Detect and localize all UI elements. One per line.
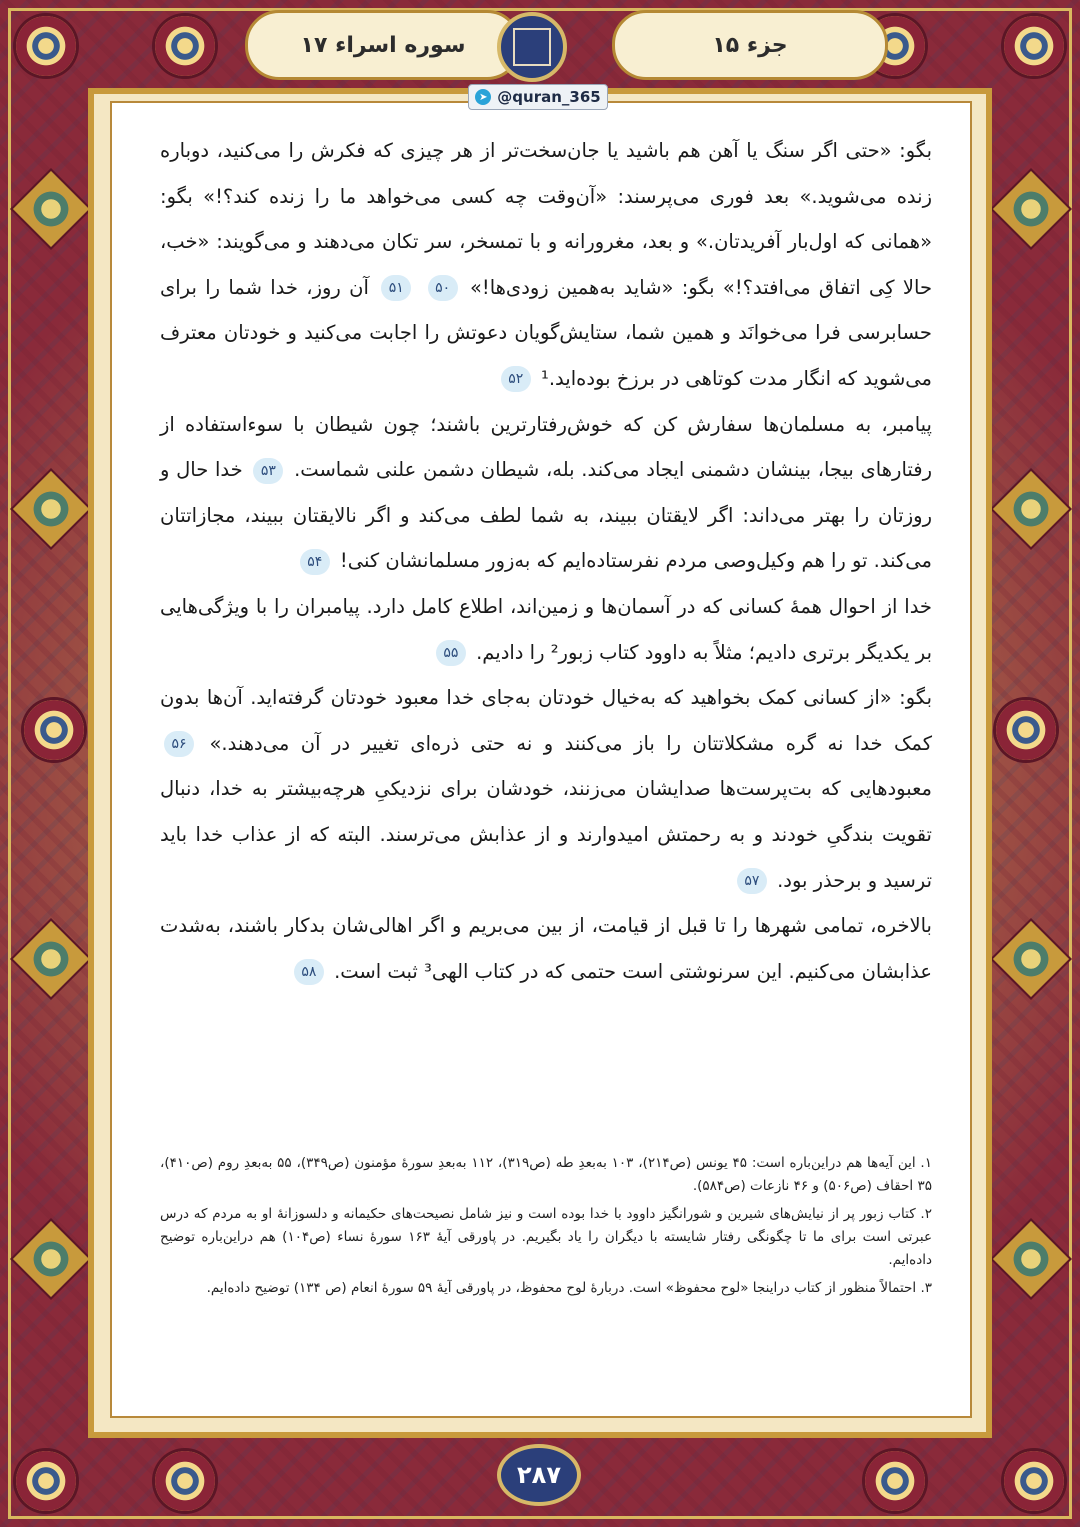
juz-label: جزء ۱۵ [612,10,888,80]
verse-text: پیامبر، به مسلمان‌ها سفارش کن که خوش‌رفتارترین باشند؛ چون شیطان با سوءاستفاده از رفتارهای بیجا، بینشان دشمنی ایجاد می‌کند. بله، شیطان دشمن علنی شماست. [160,412,933,482]
channel-handle[interactable] [468,84,608,110]
footnote-3: ۳. احتمالاً منظور از کتاب دراینجا «لوح محفوظ» است. دربارهٔ لوح محفوظ، در پاورقی آیهٔ ۵۹ سورهٔ انعام (ص ۱۳۴) توضیح داده‌ایم. [206,1280,932,1296]
paragraph [160,675,932,903]
verse-number-badge: ۵۱ [381,275,411,301]
corner-medallion-icon [1004,16,1064,76]
footnotes [160,1152,932,1305]
side-medallion-icon [24,700,84,760]
corner-medallion-icon [1004,1451,1064,1511]
paragraph [160,128,932,402]
verse-text: معبودهایی که بت‌پرست‌ها صدایشان می‌زنند، خودشان برای نزدیکیِ هرچه‌بیشتر به خدا، دنبال تقویت بندگیِ خودند و به رحمتش امیدوارند و از عذابش می‌ترسند. البته که از عذاب خدا باید ترسید و برحذر بود. [160,777,932,892]
footnote-2: ۲. کتاب زبور پر از نیایش‌های شیرین و شورانگیز داوود با خدا بوده است و نیز شامل نصیحت‌های حکیمانه و دلسوزانهٔ او به مردم که درس عبرتی است برای ما تا چگونگی رفتار شایسته با دیگران را یاد بگیریم. در پاورقی آیهٔ ۱۶۳ سورهٔ نساء (ص۱۰۴) هم دراین‌باره توضیح داده‌ایم. [160,1206,933,1268]
verse-number-badge: ۵۶ [164,731,194,757]
verse-text: بگو: «از کسانی کمک بخواهید که به‌خیال خودتان به‌جای خدا معبود خودتان گرفته‌اید. آن‌ها بدون کمک خدا نه گره مشکلاتتان را باز می‌کنند و نه حتی ذره‌ای تغییر در آن می‌دهند.» [160,686,932,755]
calligraphy-seal-icon [497,12,567,82]
verse-number-badge: ۵۷ [737,868,767,894]
channel-handle-text: @quran_365 [497,88,601,106]
paragraph [160,584,932,675]
page-number: ۲۸۷ [497,1444,581,1506]
paragraph [160,903,932,994]
footnote-1: ۱. این آیه‌ها هم دراین‌باره است: ۴۵ یونس (ص۲۱۴)، ۱۰۳ به‌بعدِ طه (ص۳۱۹)، ۱۱۲ به‌بعدِ سورهٔ مؤمنون (ص۳۴۹)، ۵۵ به‌بعدِ روم (ص۴۱۰)، ۳۵ احقاف (ص۵۰۶) و ۴۶ نازعات (ص۵۸۴). [160,1155,932,1194]
translation-text [160,128,932,994]
bottom-medallion-icon [865,1451,925,1511]
bottom-medallion-icon [155,1451,215,1511]
telegram-icon: ➤ [475,89,491,105]
verse-text: بگو: «حتی اگر سنگ یا آهن هم باشید یا جان‌سخت‌تر از هر چیزی که فکرش را می‌کنید، دوباره زنده می‌شوید.» بعد فوری می‌پرسند: «آن‌وقت چه کسی می‌خواهد ما را زنده کند؟!» بگو: «همانی که اول‌بار آفریدتان.» و بعد، مغرورانه و با تمسخر، سر تکان می‌دهند و می‌گویند: «خب، حالا کِی اتفاق می‌افتد؟!» بگو: «شاید به‌همین زودی‌ها!» [160,139,933,299]
verse-text: خدا از احوال همهٔ کسانی که در آسمان‌ها و زمین‌اند، اطلاع کامل دارد. پیامبران را با ویژگی‌هایی بر یکدیگر برتری دادیم؛ مثلاً به داوود کتاب زبور² را دادیم. [160,594,932,664]
verse-number-badge: ۵۰ [428,275,458,301]
corner-medallion-icon [16,16,76,76]
surah-title: سوره اسراء ۱۷ [245,10,521,80]
top-medallion-icon [155,16,215,76]
verse-text: خدا حال و روزتان را بهتر می‌داند: اگر لایقتان ببیند، به شما لطف می‌کند و اگر نالایقتان ببیند، مجازاتتان می‌کند. تو را هم وکیل‌وصی مردم نفرستاده‌ایم که به‌زور مسلمانشان کنی! [160,458,932,573]
corner-medallion-icon [16,1451,76,1511]
verse-number-badge: ۵۲ [501,366,531,392]
side-medallion-icon [996,700,1056,760]
verse-number-badge: ۵۵ [436,640,466,666]
verse-text: آن روز، خدا شما را برای حسابرسی فرا می‌خوانَد و همین شما، ستایش‌گویان دعوتش را اجابت می‌کنید و خودتان معترف می‌شوید که انگار مدت کوتاهی در برزخ بوده‌اید.¹ [160,275,932,390]
verse-text: بالاخره، تمامی شهرها را تا قبل از قیامت، از بین می‌بریم و اگر اهالی‌شان بدکار باشند، به‌شدت عذابشان می‌کنیم. این سرنوشتی است حتمی که در کتاب الهی³ ثبت است. [160,914,932,983]
verse-number-badge: ۵۸ [294,959,324,985]
verse-number-badge: ۵۴ [300,549,330,575]
verse-number-badge: ۵۳ [253,458,283,484]
paragraph [160,402,932,584]
